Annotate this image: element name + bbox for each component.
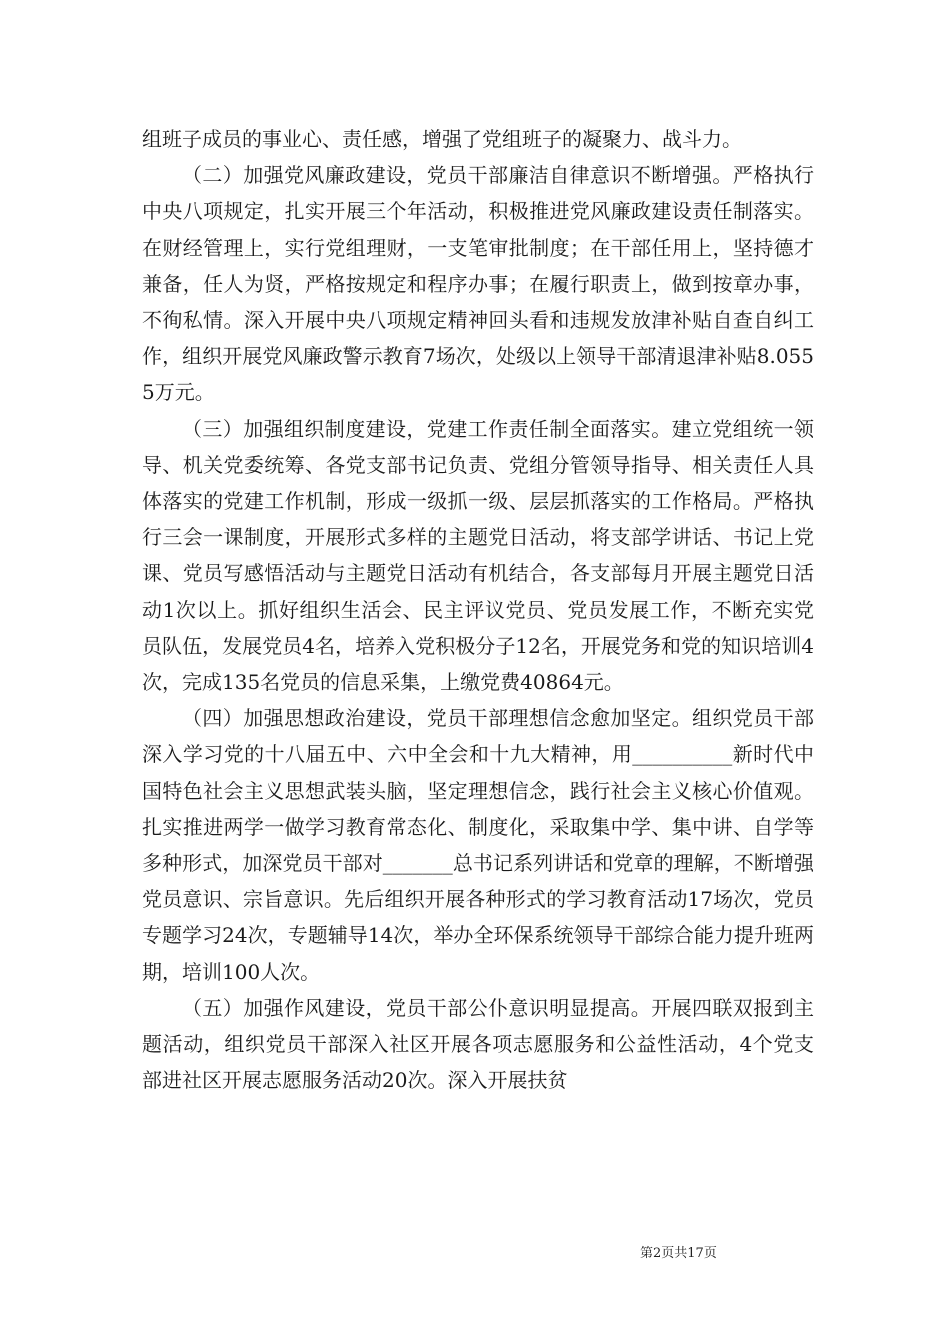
document-body (142, 121, 814, 1098)
paragraph-section-3: （三）加强组织制度建设，党建工作责任制全面落实。建立党组统一领导、机关党委统筹、各党支部书记负责、党组分管领导指导、相关责任人具体落实的党建工作机制，形成一级抓一级、层层抓落实的工作格局。严格执行三会一课制度，开展形式多样的主题党日活动，将支部学讲话、书记上党课、党员写感悟活动与主题党日活动有机结合，各支部每月开展主题党日活动1次以上。抓好组织生活会、民主评议党员、党员发展工作，不断充实党员队伍，发展党员4名，培养入党积极分子12名，开展党务和党的知识培训4次，完成135名党员的信息采集，上缴党费40864元。 (142, 416, 814, 695)
paragraph-section-2: （二）加强党风廉政建设，党员干部廉洁自律意识不断增强。严格执行中央八项规定，扎实开展三个年活动，积极推进党风廉政建设责任制落实。在财经管理上，实行党组理财，一支笔审批制度；在干部任用上，坚持德才兼备，任人为贤，严格按规定和程序办事；在履行职责上，做到按章办事，不徇私情。深入开展中央八项规定精神回头看和违规发放津补贴自查自纠工作，组织开展党风廉政警示教育7场次，处级以上领导干部清退津补贴8.0555万元。 (142, 163, 814, 405)
paragraph-section-5: （五）加强作风建设，党员干部公仆意识明显提高。开展四联双报到主题活动，组织党员干部深入社区开展各项志愿服务和公益性活动，4个党支部进社区开展志愿服务活动20次。深入开展扶贫 (142, 995, 814, 1093)
page-number-footer: 第2页共17页 (640, 1246, 717, 1261)
paragraph-section-4: （四）加强思想政治建设，党员干部理想信念愈加坚定。组织党员干部深入学习党的十八届五中、六中全会和十九大精神，用__________新时代中国特色社会主义思想武装头脑，坚定理想信念，践行社会主义核心价值观。扎实推进两学一做学习教育常态化、制度化，采取集中学、集中讲、自学等多种形式，加深党员干部对_______总书记系列讲话和党章的理解，不断增强党员意识、宗旨意识。先后组织开展各种形式的学习教育活动17场次，党员专题学习24次，专题辅导14次，举办全环保系统领导干部综合能力提升班两期，培训100人次。 (142, 706, 814, 984)
paragraph-continued: 组班子成员的事业心、责任感，增强了党组班子的凝聚力、战斗力。 (142, 127, 742, 151)
